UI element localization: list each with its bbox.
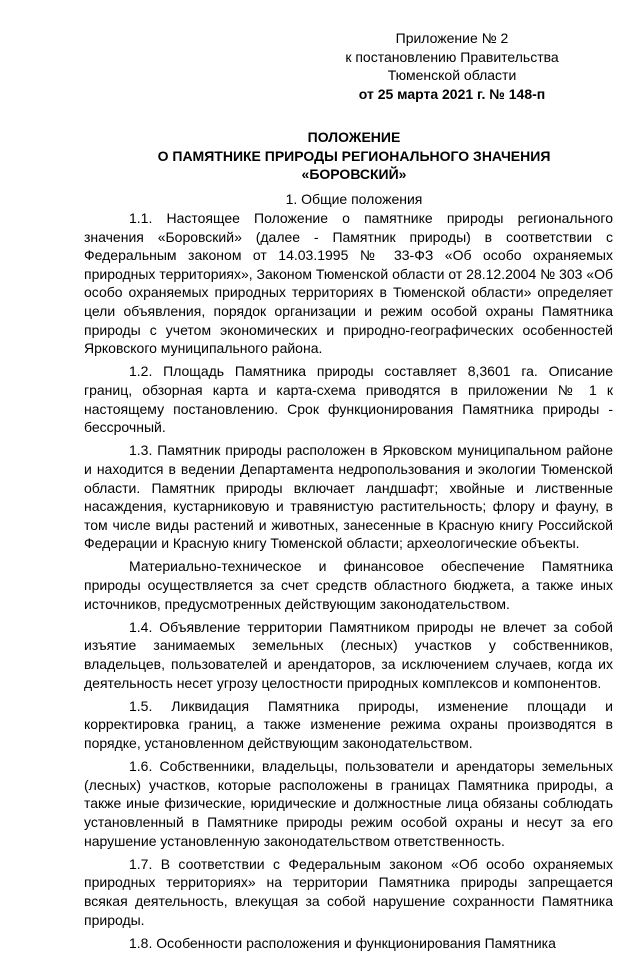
section-heading: 1. Общие положения — [285, 191, 423, 207]
appendix-region: Тюменской области — [387, 67, 517, 83]
paragraph-1-5: 1.5. Ликвидация Памятника природы, изменение площади и корректировка границ, а также изменение режима охраны производятся в порядке, установленном действующим законодательством. — [84, 697, 613, 751]
title-line-3: «БОРОВСКИЙ» — [301, 166, 407, 182]
paragraph-1-3: 1.3. Памятник природы расположен в Ярковском муниципальном районе и находится в ведении Департамента недропользования и экологии Тюменской области. Памятник природы включает ландшафт; хвойные и лиственные насаждения, кустарниковую и травянистую растительность; флору и фауну, в том числе виды растений и животных, занесенные в Красную книгу Российской Федерации и Красную книгу Тюменской области; археологические объекты. — [84, 442, 613, 552]
appendix-date-number: от 25 марта 2021 г. № 148-п — [358, 85, 546, 102]
document-body — [84, 209, 613, 957]
paragraph-1-4: 1.4. Объявление территории Памятником природы не влечет за собой изъятие занимаемых земельных (лесных) участков у собственников, владельцев, пользователей и арендаторов, за исключением случаев, когда их деятельность несет угрозу целостности природных комплексов и компонентов. — [84, 618, 613, 691]
appendix-decree: к постановлению Правительства — [345, 48, 559, 65]
paragraph-1-2: 1.2. Площадь Памятника природы составляет 8,3601 га. Описание границ, обзорная карта и карта-схема приводятся в приложении № 1 к настоящему постановлению. Срок функционирования Памятника природы - бессрочный. — [84, 363, 613, 436]
appendix-header — [322, 29, 582, 103]
title-line-1: ПОЛОЖЕНИЕ — [307, 129, 401, 145]
paragraph-1-8: 1.8. Особенности расположения и функционирования Памятника — [129, 934, 556, 951]
paragraph-1-1: 1.1. Настоящее Положение о памятнике природы регионального значения «Боровский» (далее - Памятник природы) в соответствии с Федеральным законом от 14.03.1995 № 33-ФЗ «Об особо охраняемых природных территориях», Законом Тюменской области от 28.12.2004 № 303 «Об особо охраняемых природных территориях в Тюменской области» определяет цели объявления, порядок организации и режим особой охраны Памятника природы с учетом экономических и природно-географических особенностей Ярковского муниципального района. — [84, 210, 613, 357]
paragraph-1-6: 1.6. Собственники, владельцы, пользователи и арендаторы земельных (лесных) участков, которые расположены в границах Памятника природы, а также иные физические, юридические и должностные лица обязаны соблюдать установленный в Памятнике природы режим особой охраны и несут за его нарушение установленную законодательством ответственность. — [84, 758, 613, 849]
appendix-number: Приложение № 2 — [395, 30, 509, 46]
paragraph-funding: Материально-техническое и финансовое обеспечение Памятника природы осуществляется за счет средств областного бюджета, а также иных источников, предусмотренных действующим законодательством. — [84, 558, 613, 612]
document-title — [84, 128, 624, 184]
paragraph-1-7: 1.7. В соответствии с Федеральным законом «Об особо охраняемых природных территориях» на территории Памятника природы запрещается всякая деятельность, влекущая за собой нарушение сохранности Памятника природы. — [84, 855, 613, 928]
title-line-2: О ПАМЯТНИКЕ ПРИРОДЫ РЕГИОНАЛЬНОГО ЗНАЧЕНИЯ — [157, 147, 551, 164]
